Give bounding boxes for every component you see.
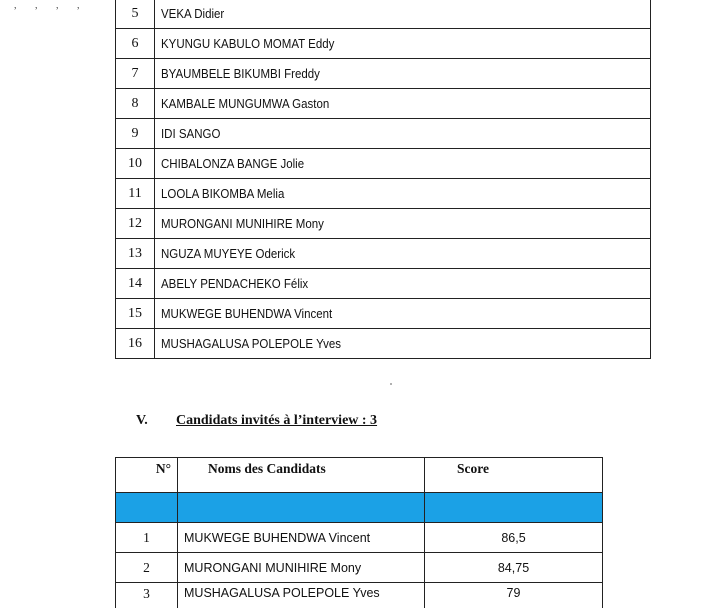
row-number: 8 bbox=[116, 89, 155, 119]
section-title: Candidats invités à l’interview : 3 bbox=[176, 413, 377, 428]
table-row bbox=[116, 523, 603, 553]
table-row bbox=[116, 179, 651, 209]
candidate-name: KAMBALE MUNGUMWA Gaston bbox=[155, 89, 611, 119]
candidate-name: ABELY PENDACHEKO Félix bbox=[155, 269, 611, 299]
row-number: 11 bbox=[116, 179, 155, 209]
candidate-name: MURONGANI MUNIHIRE Mony bbox=[178, 553, 425, 583]
section-number: V. bbox=[136, 413, 176, 429]
row-number: 12 bbox=[116, 209, 155, 239]
row-number: 7 bbox=[116, 59, 155, 89]
highlight-cell bbox=[178, 493, 425, 523]
candidate-name: MUKWEGE BUHENDWA Vincent bbox=[178, 523, 425, 553]
row-number: 13 bbox=[116, 239, 155, 269]
table-row bbox=[116, 553, 603, 583]
header-name: Noms des Candidats bbox=[178, 458, 425, 493]
candidate-name: LOOLA BIKOMBA Melia bbox=[155, 179, 611, 209]
candidate-name: VEKA Didier bbox=[155, 0, 611, 29]
candidate-name: NGUZA MUYEYE Oderick bbox=[155, 239, 611, 269]
row-number: 2 bbox=[116, 553, 178, 583]
candidate-name: CHIBALONZA BANGE Jolie bbox=[155, 149, 611, 179]
row-number: 6 bbox=[116, 29, 155, 59]
scan-marks: , , , , bbox=[14, 0, 88, 11]
table-row bbox=[116, 299, 651, 329]
candidate-score: 84,75 bbox=[425, 553, 603, 583]
highlight-row bbox=[116, 493, 603, 523]
row-number: 15 bbox=[116, 299, 155, 329]
table-row bbox=[116, 89, 651, 119]
header-score: Score bbox=[425, 458, 603, 493]
header-number: N° bbox=[116, 458, 178, 493]
row-number: 3 bbox=[116, 583, 178, 608]
table-row bbox=[116, 29, 651, 59]
table-row bbox=[116, 209, 651, 239]
table-row bbox=[116, 119, 651, 149]
table-row bbox=[116, 59, 651, 89]
row-number: 10 bbox=[116, 149, 155, 179]
table-row bbox=[116, 329, 651, 359]
table-header-row bbox=[116, 458, 603, 493]
candidate-score: 86,5 bbox=[425, 523, 603, 553]
scan-speck bbox=[390, 383, 392, 385]
highlight-cell bbox=[116, 493, 178, 523]
candidates-table bbox=[115, 0, 651, 359]
row-number: 16 bbox=[116, 329, 155, 359]
section-heading bbox=[136, 413, 377, 429]
row-number: 14 bbox=[116, 269, 155, 299]
candidate-name: MURONGANI MUNIHIRE Mony bbox=[155, 209, 611, 239]
row-number: 1 bbox=[116, 523, 178, 553]
row-number: 5 bbox=[116, 0, 155, 29]
table-row bbox=[116, 0, 651, 29]
highlight-cell bbox=[425, 493, 603, 523]
table-row bbox=[116, 583, 603, 608]
candidate-name: MUSHAGALUSA POLEPOLE Yves bbox=[155, 329, 611, 359]
interview-candidates-table bbox=[115, 457, 603, 608]
candidate-name: MUSHAGALUSA POLEPOLE Yves bbox=[178, 583, 425, 608]
candidate-name: IDI SANGO bbox=[155, 119, 611, 149]
candidate-name: KYUNGU KABULO MOMAT Eddy bbox=[155, 29, 611, 59]
candidate-name: BYAUMBELE BIKUMBI Freddy bbox=[155, 59, 611, 89]
table-row bbox=[116, 149, 651, 179]
table-row bbox=[116, 269, 651, 299]
table-row bbox=[116, 239, 651, 269]
candidate-score: 79 bbox=[425, 583, 603, 608]
candidate-name: MUKWEGE BUHENDWA Vincent bbox=[155, 299, 611, 329]
row-number: 9 bbox=[116, 119, 155, 149]
